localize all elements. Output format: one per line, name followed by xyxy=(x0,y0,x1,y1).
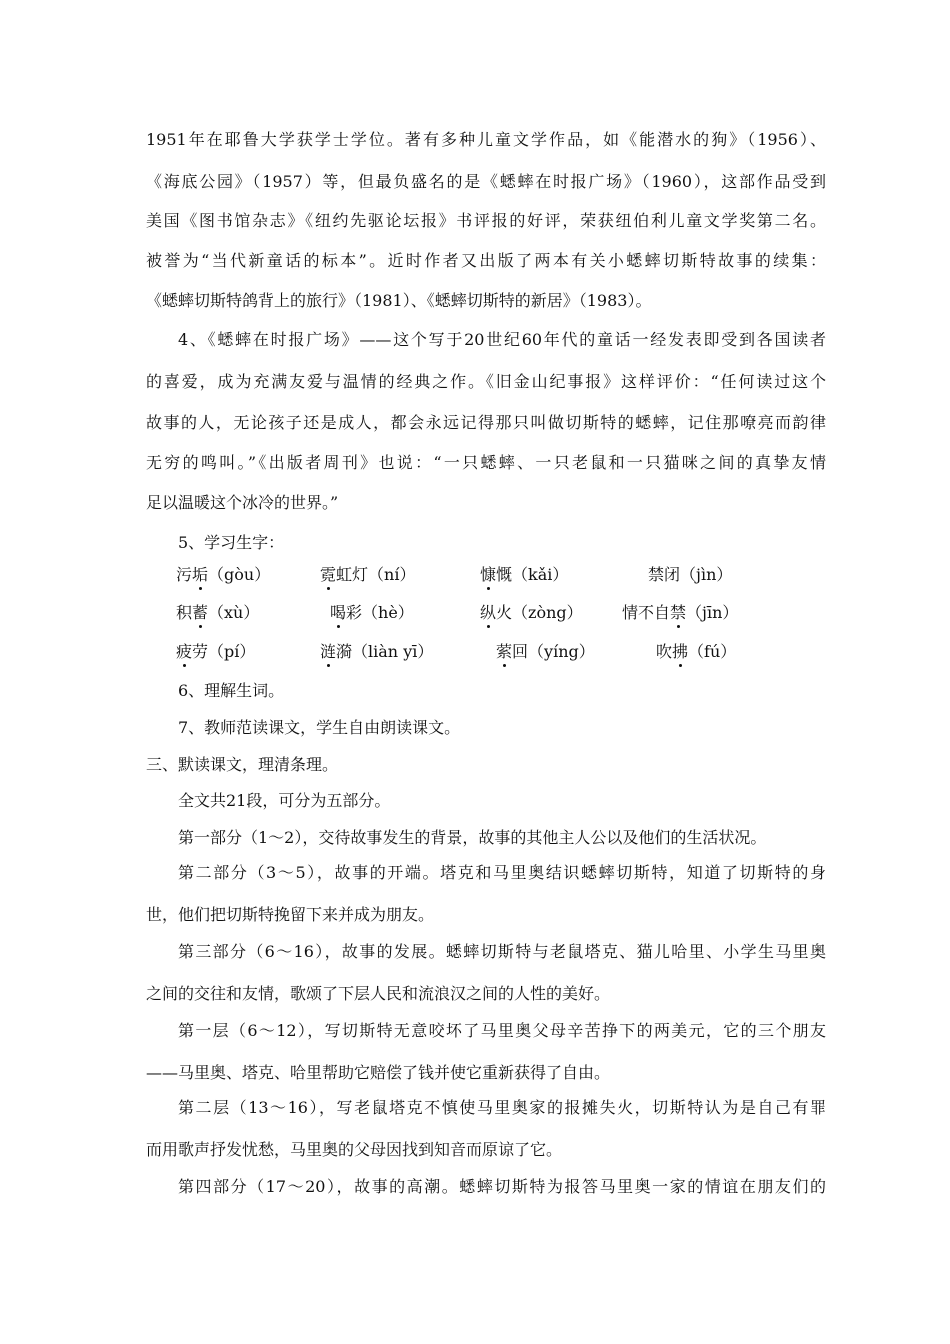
text-line: 第一层（6～12），写切斯特无意咬坏了马里奥父母辛苦挣下的两美元，它的三个朋友 xyxy=(178,1021,826,1040)
text-line: 第一部分（1～2），交待故事发生的背景，故事的其他主人公以及他们的生活状况。 xyxy=(178,828,767,847)
text-line: 足以温暖这个冰冷的世界。” xyxy=(146,493,339,512)
text-line: 第二部分（3～5），故事的开端。塔克和马里奥结识蟋蟀切斯特，知道了切斯特的身 xyxy=(178,863,826,882)
vocab-item: 慷慨（kǎi） xyxy=(480,565,569,584)
text-line: 被誉为“当代新童话的标本”。近时作者又出版了两本有关小蟋蟀切斯特故事的续集： xyxy=(146,251,826,270)
text-line: 美国《图书馆杂志》《纽约先驱论坛报》书评报的好评，荣获纽伯利儿童文学奖第二名。 xyxy=(146,211,826,230)
text-line: 而用歌声抒发忧愁，马里奥的父母因找到知音而原谅了它。 xyxy=(146,1140,563,1159)
section-heading: 5、学习生字： xyxy=(178,533,285,552)
text-line: 《蟋蟀切斯特鸽背上的旅行》（1981）、《蟋蟀切斯特的新居》（1983）。 xyxy=(146,291,652,310)
vocab-item: 喝彩（hè） xyxy=(330,603,414,622)
emphasis-char: 蓄 xyxy=(192,603,209,622)
emphasis-char: 涟 xyxy=(320,642,337,661)
vocab-item: 霓虹灯（ní） xyxy=(320,565,416,584)
emphasis-char: 纵 xyxy=(480,603,497,622)
emphasis-char: 喝 xyxy=(330,603,347,622)
emphasis-char: 拂 xyxy=(672,642,689,661)
vocab-item: 积蓄（xù） xyxy=(176,603,260,622)
text-line: 1951年在耶鲁大学获学士学位。著有多种儿童文学作品，如《能潜水的狗》（1956）、 xyxy=(146,130,826,149)
vocab-row xyxy=(0,565,950,589)
vocab-item: 涟漪（liàn yī） xyxy=(320,642,434,661)
emphasis-char: 慷 xyxy=(480,565,497,584)
text-line: 7、教师范读课文，学生自由朗读课文。 xyxy=(178,718,461,737)
text-line: 4、《蟋蟀在时报广场》——这个写于20世纪60年代的童话一经发表即受到各国读者 xyxy=(178,330,826,349)
text-line: 之间的交往和友情，歌颂了下层人民和流浪汉之间的人性的美好。 xyxy=(146,984,611,1003)
emphasis-char: 萦 xyxy=(496,642,513,661)
emphasis-char: 霓 xyxy=(320,565,337,584)
text-line: 6、理解生词。 xyxy=(178,681,285,700)
vocab-item: 污垢（gòu） xyxy=(176,565,271,584)
text-line: 第三部分（6～16），故事的发展。蟋蟀切斯特与老鼠塔克、猫儿哈里、小学生马里奥 xyxy=(178,942,826,961)
text-line: 无穷的鸣叫。”《出版者周刊》也说：“一只蟋蟀、一只老鼠和一只猫咪之间的真挚友情 xyxy=(146,453,826,472)
vocab-row xyxy=(0,603,950,627)
text-line: 的喜爱，成为充满友爱与温情的经典之作。《旧金山纪事报》这样评价：“任何读过这个 xyxy=(146,372,826,391)
vocab-item: 禁闭（jìn） xyxy=(648,565,733,584)
emphasis-char: 垢 xyxy=(192,565,209,584)
text-line: 故事的人，无论孩子还是成人，都会永远记得那只叫做切斯特的蟋蟀，记住那嘹亮而韵律 xyxy=(146,413,826,432)
text-line: 第四部分（17～20），故事的高潮。蟋蟀切斯特为报答马里奥一家的情谊在朋友们的 xyxy=(178,1177,826,1196)
vocab-row xyxy=(0,642,950,666)
vocab-item: 萦回（yíng） xyxy=(496,642,595,661)
vocab-item: 纵火（zòng） xyxy=(480,603,583,622)
text-line: 世，他们把切斯特挽留下来并成为朋友。 xyxy=(146,905,435,924)
vocab-item: 吹拂（fú） xyxy=(656,642,737,661)
emphasis-char: 疲 xyxy=(176,642,193,661)
text-line: 第二层（13～16），写老鼠塔克不慎使马里奥家的报摊失火，切斯特认为是自己有罪 xyxy=(178,1098,826,1117)
text-line: ——马里奥、塔克、哈里帮助它赔偿了钱并使它重新获得了自由。 xyxy=(146,1063,611,1082)
vocab-item: 疲劳（pí） xyxy=(176,642,256,661)
section-heading: 三、默读课文，理清条理。 xyxy=(146,755,339,774)
text-line: 全文共21段，可分为五部分。 xyxy=(178,791,391,810)
vocab-item: 情不自禁（jīn） xyxy=(622,603,739,622)
text-line: 《海底公园》（1957）等，但最负盛名的是《蟋蟀在时报广场》（1960），这部作品受到 xyxy=(146,172,826,191)
emphasis-char: 禁 xyxy=(670,603,687,622)
